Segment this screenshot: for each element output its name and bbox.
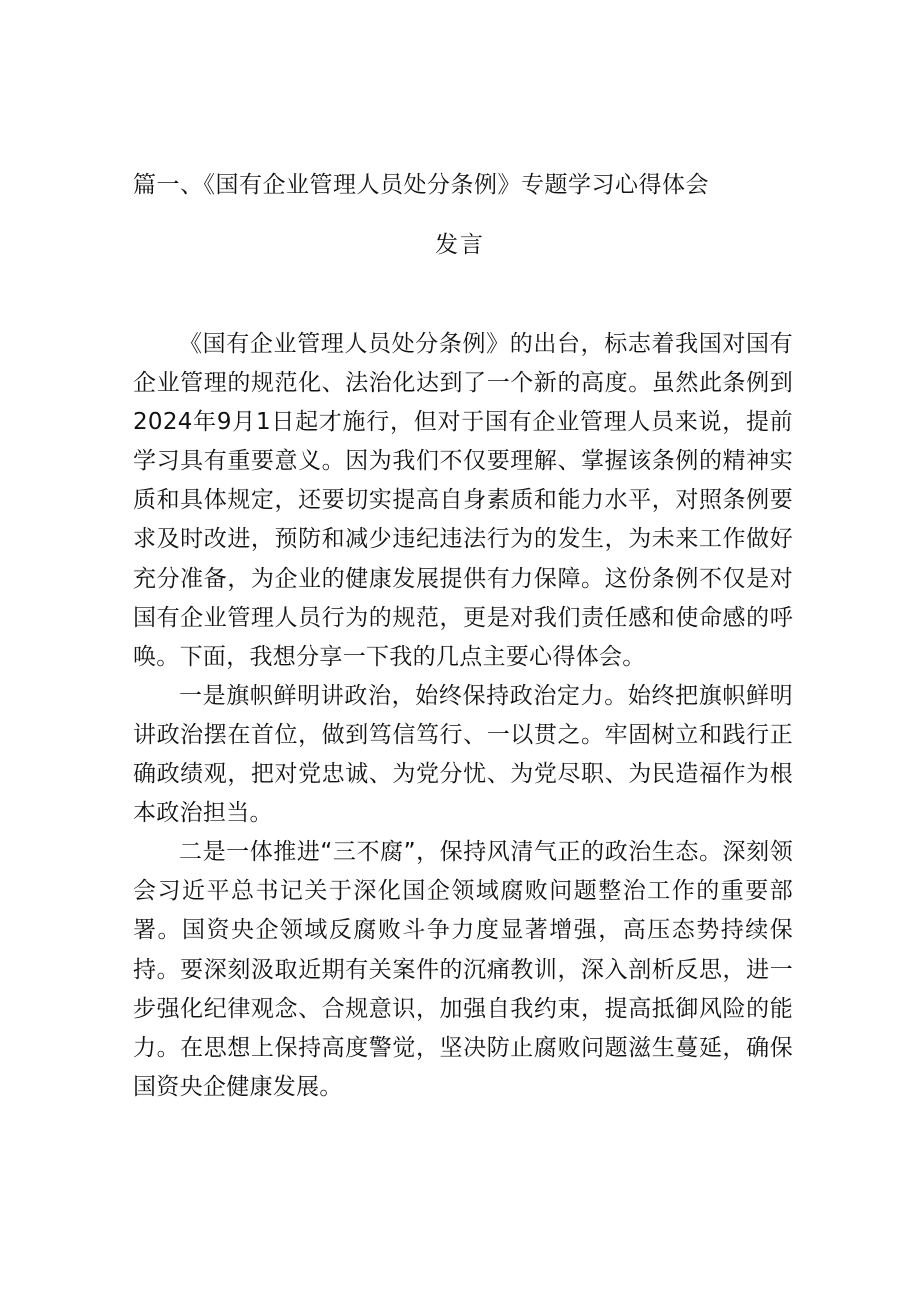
document-subtitle: 发言 (435, 232, 485, 258)
document-body (133, 325, 793, 1107)
paragraph-intro: 《国有企业管理人员处分条例》的出台，标志着我国对国有企业管理的规范化、法治化达到了一个新的高度。虽然此条例到2024年9月1日起才施行，但对于国有企业管理人员来说，提前学习具有重要意义。因为我们不仅要理解、掌握该条例的精神实质和具体规定，还要切实提高自身素质和能力水平，对照条例要求及时改进，预防和减少违纪违法行为的发生，为未来工作做好充分准备，为企业的健康发展提供有力保障。这份条例不仅是对国有企业管理人员行为的规范，更是对我们责任感和使命感的呼唤。下面，我想分享一下我的几点主要心得体会。 (133, 331, 793, 670)
paragraph-point-two: 二是一体推进“三不腐”，保持风清气正的政治生态。深刻领会习近平总书记关于深化国企领域腐败问题整治工作的重要部署。国资央企领域反腐败斗争力度显著增强，高压态势持续保持。要深刻汲取近期有关案件的沉痛教训，深入剖析反思，进一步强化纪律观念、合规意识，加强自我约束，提高抵御风险的能力。在思想上保持高度警觉，坚决防止腐败问题滋生蔓延，确保国资央企健康发展。 (133, 839, 793, 1100)
paragraph-point-one: 一是旗帜鲜明讲政治，始终保持政治定力。始终把旗帜鲜明讲政治摆在首位，做到笃信笃行、一以贯之。牢固树立和践行正确政绩观，把对党忠诚、为党分忧、为党尽职、为民造福作为根本政治担当。 (133, 682, 793, 827)
document-title: 篇一、《国有企业管理人员处分条例》专题学习心得体会 (133, 172, 709, 198)
